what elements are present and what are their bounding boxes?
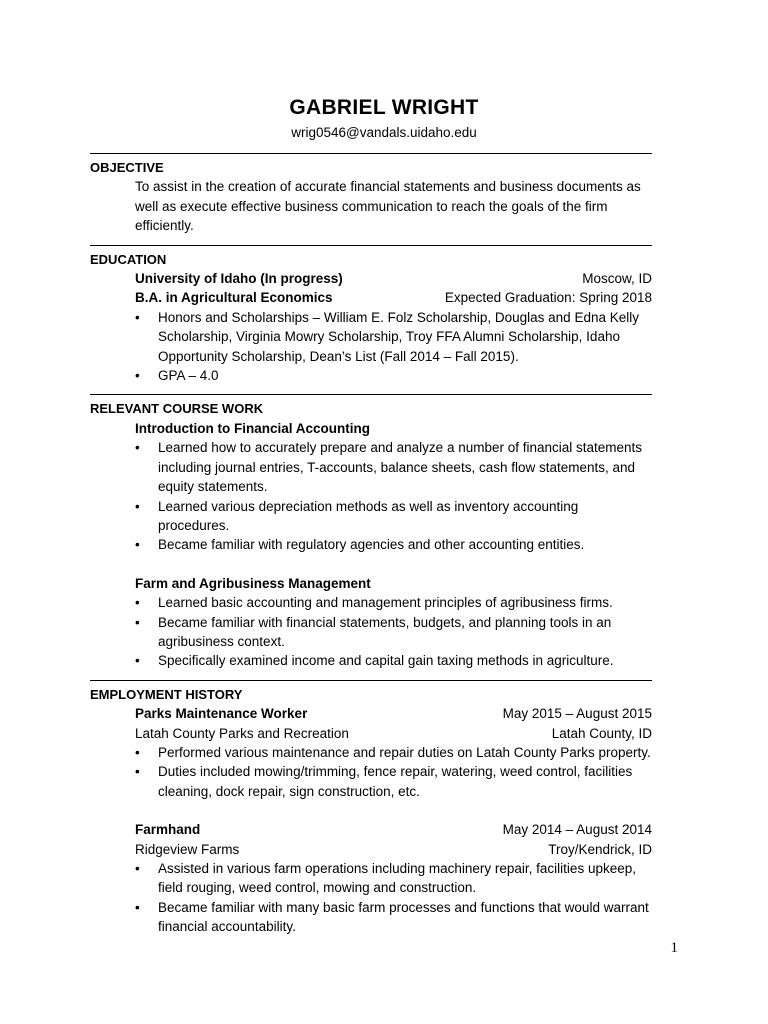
job-dates: May 2015 – August 2015 (502, 706, 652, 722)
education-title: EDUCATION (90, 251, 167, 267)
bullet-line: • Duties included mowing/trimming, fence repair, watering, weed control, facilities (158, 764, 633, 780)
candidate-email: wrig0546@vandals.uidaho.edu (291, 125, 477, 140)
resume-header (0, 94, 768, 142)
bullet-line: • GPA – 4.0 (158, 368, 219, 384)
degree-name: B.A. in Agricultural Economics (135, 290, 333, 306)
list-item (135, 593, 652, 612)
list-item (135, 743, 652, 762)
employment-title: EMPLOYMENT HISTORY (90, 686, 243, 702)
list-item (135, 308, 652, 366)
bullet-line: Scholarship, Virginia Mowry Scholarship, Troy FFA Alumni Scholarship, Idaho (158, 329, 620, 345)
page-number: 1 (670, 940, 678, 956)
objective-text (135, 177, 652, 235)
education-bullets (135, 308, 652, 386)
education-school-row (135, 269, 652, 288)
job-employer: Ridgeview Farms (135, 841, 240, 857)
graduation-date: Expected Graduation: Spring 2018 (444, 290, 652, 306)
list-item (135, 762, 652, 801)
bullet-line: agribusiness context. (158, 633, 285, 649)
course-name: Introduction to Financial Accounting (135, 420, 370, 436)
bullet-line: Opportunity Scholarship, Dean’s List (Fall 2014 – Fall 2015). (158, 348, 519, 364)
education-degree-row (135, 288, 652, 307)
course-bullets (135, 593, 652, 671)
bullet-line: • Became familiar with many basic farm processes and functions that would warrant (158, 899, 649, 915)
bullet-line: including journal entries, T-accounts, balance sheets, cash flow statements, and (158, 459, 636, 475)
candidate-name: GABRIEL WRIGHT (289, 96, 479, 119)
bullet-line: • Honors and Scholarships – William E. Folz Scholarship, Douglas and Edna Kelly (158, 309, 639, 325)
bullet-line: equity statements. (158, 479, 268, 495)
objective-line: well as execute effective business communication to reach the goals of the firm (135, 198, 608, 214)
bullet-line: • Performed various maintenance and repair duties on Latah County Parks property. (158, 744, 651, 760)
bullet-line: financial accountability. (158, 919, 296, 935)
bullet-line: • Assisted in various farm operations including machinery repair, facilities upkeep, (158, 861, 636, 876)
job-bullets (135, 743, 652, 801)
employment-section (90, 681, 652, 937)
coursework-section (90, 395, 652, 670)
course-name: Farm and Agribusiness Management (135, 575, 371, 591)
bullet-line: • Learned various depreciation methods as well as inventory accounting procedures. (158, 498, 579, 533)
bullet-line: • Became familiar with financial statements, budgets, and planning tools in an (158, 614, 612, 630)
objective-title: OBJECTIVE (90, 160, 164, 175)
education-section (90, 246, 652, 386)
list-item (135, 497, 652, 536)
coursework-title: RELEVANT COURSE WORK (90, 401, 264, 417)
objective-line: To assist in the creation of accurate financial statements and business documents as (135, 179, 641, 195)
course-bullets (135, 438, 652, 554)
list-item (135, 535, 652, 554)
list-item (135, 898, 652, 937)
list-item (135, 366, 652, 385)
job-position: Farmhand (135, 822, 201, 838)
list-item (135, 859, 652, 898)
job-location: Troy/Kendrick, ID (548, 841, 652, 857)
resume-body (90, 153, 652, 937)
job-title-row (135, 704, 652, 723)
objective-line: efficiently. (135, 218, 194, 234)
job-dates: May 2014 – August 2014 (502, 822, 652, 838)
school-name: University of Idaho (In progress) (135, 271, 343, 287)
job-employer-row (135, 724, 652, 743)
job-employer-row (135, 840, 652, 859)
list-item (135, 438, 652, 496)
bullet-line: cleaning, dock repair, sign construction, etc. (158, 783, 420, 799)
job-bullets (135, 859, 652, 937)
objective-section (90, 154, 652, 236)
bullet-line: • Learned basic accounting and management principles of agribusiness firms. (158, 595, 613, 611)
job-position: Parks Maintenance Worker (135, 706, 308, 722)
bullet-line: • Learned how to accurately prepare and analyze a number of financial statements (158, 440, 643, 456)
job-title-row (135, 820, 652, 839)
job-location: Latah County, ID (551, 725, 652, 741)
bullet-line: • Became familiar with regulatory agencies and other accounting entities. (158, 537, 585, 553)
job-employer: Latah County Parks and Recreation (135, 725, 349, 741)
list-item (135, 651, 652, 670)
bullet-line: • Specifically examined income and capital gain taxing methods in agriculture. (158, 653, 614, 669)
list-item (135, 613, 652, 652)
school-location: Moscow, ID (582, 271, 652, 287)
bullet-line: field rouging, weed control, mowing and construction. (158, 880, 477, 896)
